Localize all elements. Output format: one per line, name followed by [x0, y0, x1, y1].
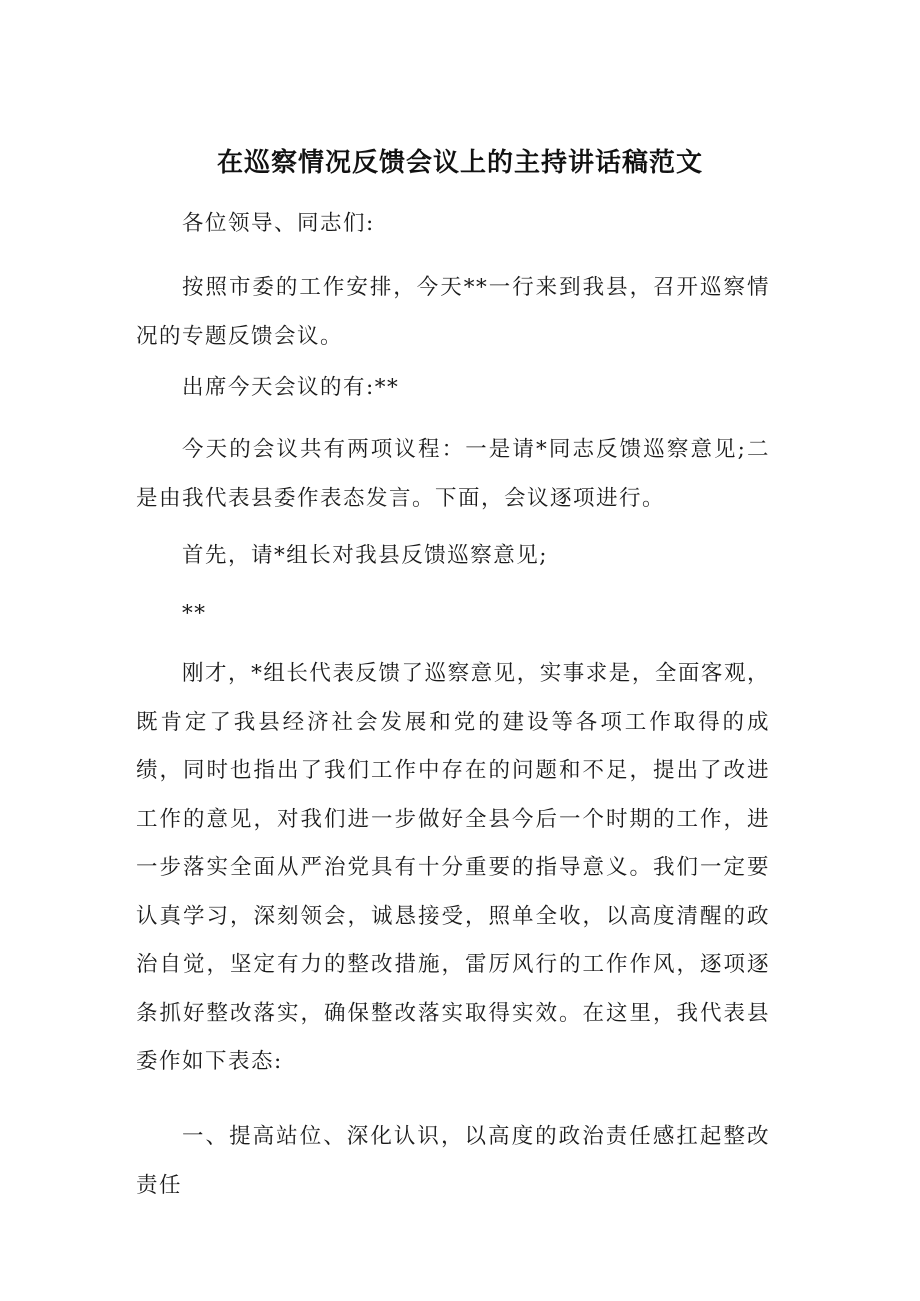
attendees-paragraph: 出席今天会议的有:**: [182, 375, 400, 400]
salutation-paragraph: 各位领导、同志们:: [182, 211, 375, 236]
first-item-paragraph: 首先，请*组长对我县反馈巡察意见;: [182, 543, 548, 568]
intro-paragraph: 按照市委的工作安排，今天**一行来到我县，召开巡察情况的专题反馈会议。: [136, 275, 770, 349]
section-heading-one: 一、提高站位、深化认识，以高度的政治责任感扛起整改责任: [136, 1124, 770, 1198]
placeholder-paragraph: **: [182, 601, 207, 626]
document-title: 在巡察情况反馈会议上的主持讲话稿范文: [216, 148, 703, 178]
agenda-paragraph: 今天的会议共有两项议程：一是请*同志反馈巡察意见;二是由我代表县委作表态发言。下面，会议逐项进行。: [136, 437, 770, 511]
response-paragraph: 刚才，*组长代表反馈了巡察意见，实事求是，全面客观，既肯定了我县经济社会发展和党的建设等各项工作取得的成绩，同时也指出了我们工作中存在的问题和不足，提出了改进工作的意见，对我们进一步做好全县今后一个时期的工作，进一步落实全面从严治党具有十分重要的指导意义。我们一定要认真学习，深刻领会，诚恳接受，照单全收，以高度清醒的政治自觉，坚定有力的整改措施，雷厉风行的工作作风，逐项逐条抓好整改落实，确保整改落实取得实效。在这里，我代表县委作如下表态:: [136, 661, 770, 1074]
